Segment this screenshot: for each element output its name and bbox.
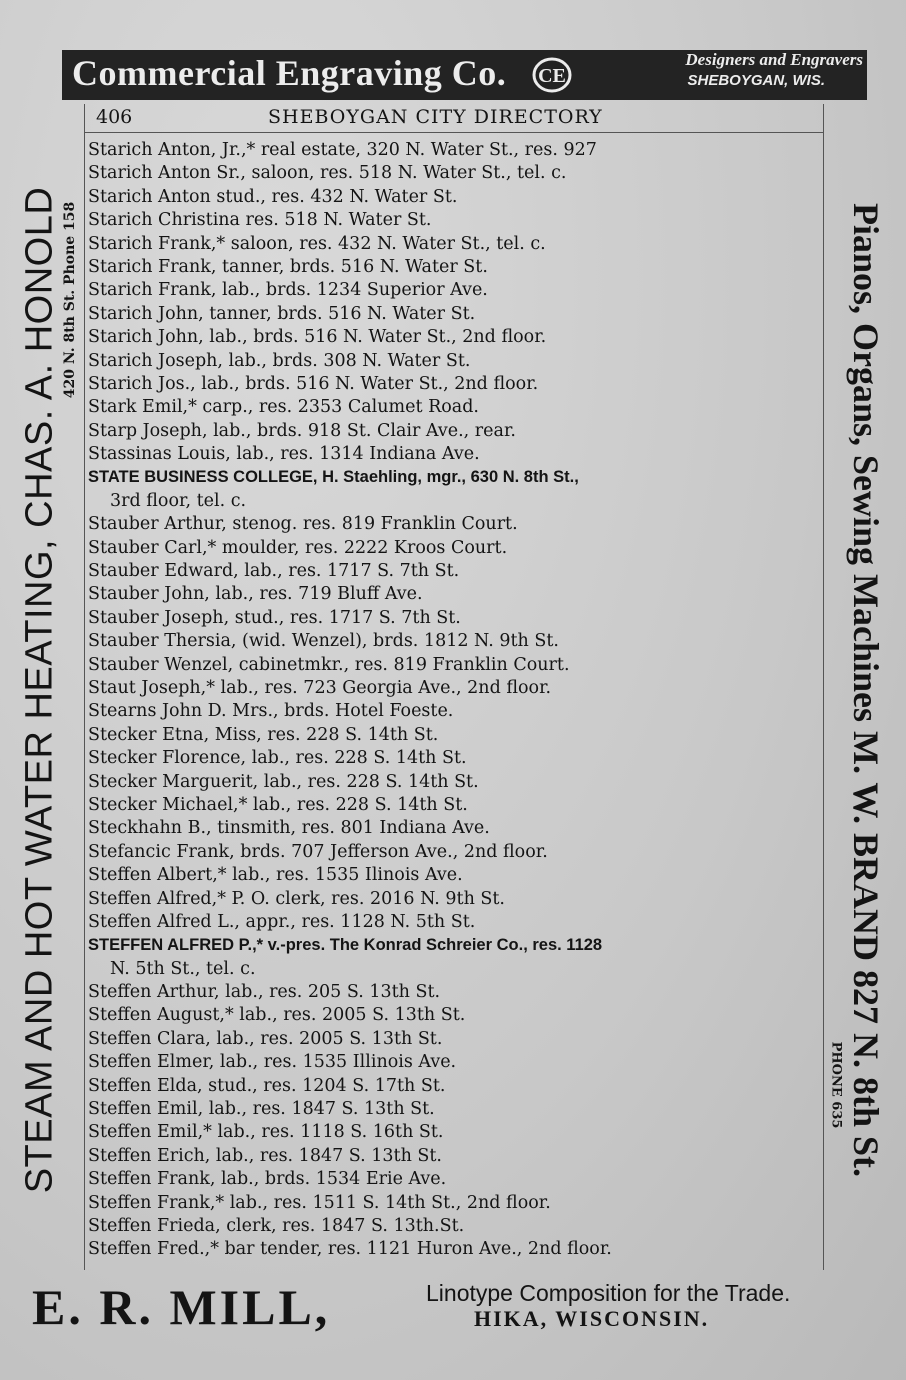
directory-entry: Starich John, lab., brds. 516 N. Water St., 2nd floor. (88, 327, 547, 348)
directory-entry: Starich Anton Sr., saloon, res. 518 N. Water St., tel. c. (88, 163, 567, 184)
engraving-company-name: Commercial Engraving Co. (72, 53, 507, 93)
printer-service: Linotype Composition for the Trade. (426, 1280, 791, 1306)
directory-entry: Stecker Etna, Miss, res. 228 S. 14th St. (88, 724, 439, 745)
bottom-advertisement (0, 1278, 906, 1338)
directory-entry: Starich John, tanner, brds. 516 N. Water St. (88, 303, 476, 324)
directory-entry: Starp Joseph, lab., brds. 918 St. Clair Ave., rear. (88, 420, 516, 441)
directory-entry: Stecker Marguerit, lab., res. 228 S. 14th St. (88, 771, 479, 792)
left-ad-text: STEAM AND HOT WATER HEATING, CHAS. A. HONOLD (18, 186, 61, 1194)
printer-name: E. R. MILL, (32, 1279, 331, 1335)
directory-entry: Stefancic Frank, brds. 707 Jefferson Ave., 2nd floor. (88, 841, 548, 862)
directory-entry: Steffen Erich, lab., res. 1847 S. 13th St. (88, 1145, 442, 1166)
directory-entry: Stecker Michael,* lab., res. 228 S. 14th St. (88, 794, 468, 815)
directory-entry: Steffen Emil,* lab., res. 1118 S. 16th St. (88, 1122, 444, 1143)
directory-entry: Steffen Frieda, clerk, res. 1847 S. 13th.St. (88, 1215, 465, 1236)
printer-location: HIKA, WISCONSIN. (474, 1306, 710, 1331)
directory-entry: Steffen Elmer, lab., res. 1535 Illinois Ave. (88, 1052, 457, 1073)
directory-entry: Stauber Joseph, stud., res. 1717 S. 7th St. (88, 607, 461, 628)
directory-entry: Steffen Albert,* lab., res. 1535 Ilinois Ave. (88, 865, 463, 886)
left-column-rule (84, 104, 85, 1270)
directory-entry: Starich Anton stud., res. 432 N. Water St. (88, 186, 458, 207)
directory-entry: Steffen Alfred,* P. O. clerk, res. 2016 N. 9th St. (88, 888, 505, 909)
directory-entry: Starich Frank, lab., brds. 1234 Superior Ave. (88, 280, 488, 301)
svg-text:CE: CE (538, 65, 566, 87)
page-title: SHEBOYGAN CITY DIRECTORY (268, 106, 603, 128)
directory-entry: Stassinas Louis, lab., res. 1314 Indiana Ave. (88, 444, 480, 465)
directory-entry: Steffen Fred.,* bar tender, res. 1121 Huron Ave., 2nd floor. (88, 1239, 612, 1260)
directory-listing (88, 139, 828, 1262)
directory-entry: Stauber Edward, lab., res. 1717 S. 7th St. (88, 561, 460, 582)
directory-entry: Stecker Florence, lab., res. 228 S. 14th St. (88, 748, 467, 769)
directory-entry: Stauber Arthur, stenog. res. 819 Franklin Court. (88, 514, 518, 535)
directory-entry: Staut Joseph,* lab., res. 723 Georgia Ave., 2nd floor. (88, 677, 552, 698)
top-advertisement-banner (62, 50, 867, 100)
directory-entry: Steffen Clara, lab., res. 2005 S. 13th St. (88, 1028, 443, 1049)
directory-entry: Stauber John, lab., res. 719 Bluff Ave. (88, 584, 423, 605)
directory-entry: Steffen Arthur, lab., res. 205 S. 13th St. (88, 982, 441, 1003)
directory-entry: Steffen August,* lab., res. 2005 S. 13th St. (88, 1005, 466, 1026)
engraving-tagline: Designers and Engravers (685, 50, 863, 69)
directory-entry: Steffen Alfred L., appr., res. 1128 N. 5th St. (88, 911, 476, 932)
directory-entry: Stearns John D. Mrs., brds. Hotel Foeste. (88, 701, 454, 722)
directory-entry: Starich Christina res. 518 N. Water St. (88, 210, 432, 231)
directory-entry: Starich Jos., lab., brds. 516 N. Water St., 2nd floor. (88, 373, 539, 394)
engraving-location: SHEBOYGAN, WIS. (687, 72, 825, 89)
directory-entry: N. 5th St., tel. c. (110, 958, 256, 979)
directory-entry: Steffen Elda, stud., res. 1204 S. 17th St. (88, 1075, 446, 1096)
right-ad-phone: PHONE 635 (828, 1041, 844, 1129)
directory-entry: Starich Frank,* saloon, res. 432 N. Water St., tel. c. (88, 233, 546, 254)
directory-entry: Steffen Frank, lab., brds. 1534 Erie Ave. (88, 1169, 447, 1190)
directory-entry: STEFFEN ALFRED P.,* v.-pres. The Konrad Schreier Co., res. 1128 (88, 936, 603, 955)
directory-entry: Starich Anton, Jr.,* real estate, 320 N. Water St., res. 927 (88, 140, 597, 160)
directory-entry: Steckhahn B., tinsmith, res. 801 Indiana Ave. (88, 818, 490, 839)
left-advertisement (0, 0, 80, 1380)
right-ad-text: Pianos, Organs, Sewing Machines M. W. BRAND 827 N. 8th St. (846, 202, 886, 1178)
directory-entry: Stauber Thersia, (wid. Wenzel), brds. 1812 N. 9th St. (88, 631, 559, 652)
directory-entry: Starich Frank, tanner, brds. 516 N. Water St. (88, 256, 488, 277)
left-ad-address: 420 N. 8th St. Phone 158 (62, 201, 78, 399)
right-advertisement (826, 0, 906, 1380)
directory-entry: Starich Joseph, lab., brds. 308 N. Water St. (88, 350, 471, 371)
directory-entry: STATE BUSINESS COLLEGE, H. Staehling, mgr., 630 N. 8th St., (88, 468, 579, 487)
directory-entry: Steffen Frank,* lab., res. 1511 S. 14th St., 2nd floor. (88, 1192, 551, 1213)
directory-entry: Stauber Carl,* moulder, res. 2222 Kroos Court. (88, 537, 508, 558)
directory-entry: Steffen Emil, lab., res. 1847 S. 13th St. (88, 1099, 435, 1120)
page-header (84, 104, 824, 133)
directory-entry: Stauber Wenzel, cabinetmkr., res. 819 Franklin Court. (88, 654, 570, 675)
directory-entry: 3rd floor, tel. c. (110, 490, 247, 511)
page-number: 406 (96, 106, 133, 128)
directory-entry: Stark Emil,* carp., res. 2353 Calumet Road. (88, 397, 479, 418)
engraving-logo-icon (532, 57, 572, 93)
